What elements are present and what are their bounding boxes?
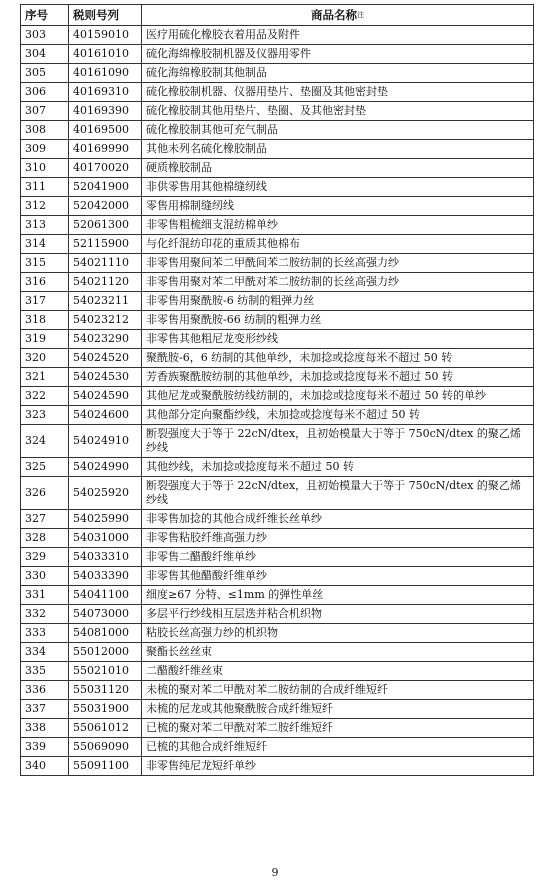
table-row xyxy=(21,178,534,197)
header-code: 税则号列 xyxy=(69,5,142,26)
row-code: 54073000 xyxy=(69,605,142,624)
table-row xyxy=(21,216,534,235)
row-code: 54024600 xyxy=(69,406,142,425)
row-name: 与化纤混纺印花的重质其他棉布 xyxy=(142,235,534,254)
row-code: 40170020 xyxy=(69,159,142,178)
table-row xyxy=(21,349,534,368)
row-seq: 314 xyxy=(21,235,69,254)
row-seq: 315 xyxy=(21,254,69,273)
row-code: 54023290 xyxy=(69,330,142,349)
row-seq: 331 xyxy=(21,586,69,605)
row-code: 54025990 xyxy=(69,510,142,529)
row-seq: 309 xyxy=(21,140,69,159)
row-seq: 329 xyxy=(21,548,69,567)
row-seq: 313 xyxy=(21,216,69,235)
row-name: 硫化海绵橡胶制其他制品 xyxy=(142,64,534,83)
row-seq: 328 xyxy=(21,529,69,548)
row-seq: 327 xyxy=(21,510,69,529)
row-name: 医疗用硫化橡胶衣着用品及附件 xyxy=(142,26,534,45)
row-seq: 336 xyxy=(21,681,69,700)
table-row xyxy=(21,548,534,567)
table-row xyxy=(21,83,534,102)
row-name: 硫化橡胶制其他可充气制品 xyxy=(142,121,534,140)
table-header-row xyxy=(21,5,534,26)
row-seq: 307 xyxy=(21,102,69,121)
table-row xyxy=(21,406,534,425)
row-code: 40169500 xyxy=(69,121,142,140)
row-code: 54033310 xyxy=(69,548,142,567)
table-row xyxy=(21,700,534,719)
table-row xyxy=(21,330,534,349)
row-seq: 317 xyxy=(21,292,69,311)
row-seq: 311 xyxy=(21,178,69,197)
row-name: 未梳的聚对苯二甲酰对苯二胺纺制的合成纤维短纤 xyxy=(142,681,534,700)
page-number: 9 xyxy=(271,866,279,879)
row-code: 40169310 xyxy=(69,83,142,102)
row-name: 已梳的聚对苯二甲酰对苯二胺纤维短纤 xyxy=(142,719,534,738)
row-code: 54025920 xyxy=(69,477,142,510)
row-code: 55069090 xyxy=(69,738,142,757)
table-row xyxy=(21,662,534,681)
row-code: 54024590 xyxy=(69,387,142,406)
row-code: 52061300 xyxy=(69,216,142,235)
tariff-table xyxy=(20,4,534,776)
row-seq: 338 xyxy=(21,719,69,738)
row-code: 54024530 xyxy=(69,368,142,387)
table-row xyxy=(21,64,534,83)
row-code: 55012000 xyxy=(69,643,142,662)
row-code: 54031000 xyxy=(69,529,142,548)
row-code: 54041100 xyxy=(69,586,142,605)
row-seq: 322 xyxy=(21,387,69,406)
row-code: 54081000 xyxy=(69,624,142,643)
table-row xyxy=(21,643,534,662)
header-name xyxy=(142,5,534,26)
row-code: 52041900 xyxy=(69,178,142,197)
row-name: 细度≥67 分特、≤1mm 的弹性单丝 xyxy=(142,586,534,605)
row-seq: 308 xyxy=(21,121,69,140)
row-seq: 330 xyxy=(21,567,69,586)
row-name: 断裂强度大于等于 22cN/dtex，且初始模量大于等于 750cN/dtex 的聚乙烯纱线 xyxy=(142,425,534,458)
row-name: 芳香族聚酰胺纺制的其他单纱，未加捻或捻度每米不超过 50 转 xyxy=(142,368,534,387)
table-row xyxy=(21,102,534,121)
row-seq: 305 xyxy=(21,64,69,83)
row-name: 多层平行纱线相互层迭并粘合机织物 xyxy=(142,605,534,624)
row-name: 聚酯长丝丝束 xyxy=(142,643,534,662)
row-name: 零售用棉制缝纫线 xyxy=(142,197,534,216)
row-name: 二醋酸纤维丝束 xyxy=(142,662,534,681)
row-code: 55061012 xyxy=(69,719,142,738)
row-name: 非零售二醋酸纤维单纱 xyxy=(142,548,534,567)
row-name: 硬质橡胶制品 xyxy=(142,159,534,178)
table-row xyxy=(21,140,534,159)
row-seq: 310 xyxy=(21,159,69,178)
table-row xyxy=(21,681,534,700)
row-name: 硫化橡胶制机器、仪器用垫片、垫圈及其他密封垫 xyxy=(142,83,534,102)
row-name: 硫化橡胶制其他用垫片、垫圈、及其他密封垫 xyxy=(142,102,534,121)
row-code: 40161010 xyxy=(69,45,142,64)
row-seq: 335 xyxy=(21,662,69,681)
row-seq: 318 xyxy=(21,311,69,330)
row-name: 硫化海绵橡胶制机器及仪器用零件 xyxy=(142,45,534,64)
row-seq: 334 xyxy=(21,643,69,662)
table-row xyxy=(21,26,534,45)
table-row xyxy=(21,586,534,605)
row-name: 非零售纯尼龙短纤单纱 xyxy=(142,757,534,776)
row-seq: 323 xyxy=(21,406,69,425)
table-row xyxy=(21,197,534,216)
table-row xyxy=(21,235,534,254)
row-name: 非零售用聚酰胺-6 纺制的粗弹力丝 xyxy=(142,292,534,311)
row-code: 54024990 xyxy=(69,458,142,477)
row-code: 40169390 xyxy=(69,102,142,121)
table-row xyxy=(21,510,534,529)
row-seq: 319 xyxy=(21,330,69,349)
row-code: 40159010 xyxy=(69,26,142,45)
row-name: 粘胶长丝高强力纱的机织物 xyxy=(142,624,534,643)
row-seq: 332 xyxy=(21,605,69,624)
table-row xyxy=(21,387,534,406)
row-code: 54024910 xyxy=(69,425,142,458)
header-note-mark: 注 xyxy=(357,11,364,19)
table-row xyxy=(21,738,534,757)
row-code: 55091100 xyxy=(69,757,142,776)
table-row xyxy=(21,121,534,140)
row-name: 其他部分定向聚酯纱线，未加捻或捻度每米不超过 50 转 xyxy=(142,406,534,425)
row-code: 52042000 xyxy=(69,197,142,216)
row-seq: 316 xyxy=(21,273,69,292)
table-row xyxy=(21,425,534,458)
row-name: 聚酰胺-6，6 纺制的其他单纱，未加捻或捻度每米不超过 50 转 xyxy=(142,349,534,368)
table-row xyxy=(21,605,534,624)
table-row xyxy=(21,477,534,510)
row-name: 非零售粗梳细支混纺棉单纱 xyxy=(142,216,534,235)
row-seq: 333 xyxy=(21,624,69,643)
row-seq: 320 xyxy=(21,349,69,368)
row-seq: 304 xyxy=(21,45,69,64)
row-code: 54021120 xyxy=(69,273,142,292)
row-name: 非零售其他粗尼龙变形纱线 xyxy=(142,330,534,349)
row-name: 其他未列名硫化橡胶制品 xyxy=(142,140,534,159)
row-seq: 325 xyxy=(21,458,69,477)
table-row xyxy=(21,254,534,273)
row-code: 54023212 xyxy=(69,311,142,330)
row-seq: 312 xyxy=(21,197,69,216)
row-seq: 321 xyxy=(21,368,69,387)
row-code: 52115900 xyxy=(69,235,142,254)
row-name: 其他纱线，未加捻或捻度每米不超过 50 转 xyxy=(142,458,534,477)
row-seq: 303 xyxy=(21,26,69,45)
header-seq: 序号 xyxy=(21,5,69,26)
row-name: 非零售用聚对苯二甲酰对苯二胺纺制的长丝高强力纱 xyxy=(142,273,534,292)
row-name: 非零售用聚酰胺-66 纺制的粗弹力丝 xyxy=(142,311,534,330)
row-code: 55021010 xyxy=(69,662,142,681)
row-name: 非零售粘胶纤维高强力纱 xyxy=(142,529,534,548)
row-name: 未梳的尼龙或其他聚酰胺合成纤维短纤 xyxy=(142,700,534,719)
row-name: 非零售加捻的其他合成纤维长丝单纱 xyxy=(142,510,534,529)
row-name: 非供零售用其他棉缝纫线 xyxy=(142,178,534,197)
table-row xyxy=(21,45,534,64)
row-code: 54024520 xyxy=(69,349,142,368)
row-seq: 337 xyxy=(21,700,69,719)
row-seq: 326 xyxy=(21,477,69,510)
row-code: 40169990 xyxy=(69,140,142,159)
row-code: 54021110 xyxy=(69,254,142,273)
row-name: 断裂强度大于等于 22cN/dtex，且初始模量大于等于 750cN/dtex 的聚乙烯纱线 xyxy=(142,477,534,510)
row-name: 非零售用聚间苯二甲酰间苯二胺纺制的长丝高强力纱 xyxy=(142,254,534,273)
row-seq: 306 xyxy=(21,83,69,102)
table-row xyxy=(21,529,534,548)
table-row xyxy=(21,567,534,586)
table-row xyxy=(21,159,534,178)
table-row xyxy=(21,368,534,387)
table-row xyxy=(21,311,534,330)
table-row xyxy=(21,624,534,643)
header-name-text: 商品名称 xyxy=(311,8,357,22)
row-code: 55031120 xyxy=(69,681,142,700)
row-code: 40161090 xyxy=(69,64,142,83)
table-row xyxy=(21,458,534,477)
row-code: 54033390 xyxy=(69,567,142,586)
row-seq: 340 xyxy=(21,757,69,776)
row-name: 其他尼龙或聚酰胺纺线纺制的，未加捻或捻度每米不超过 50 转的单纱 xyxy=(142,387,534,406)
row-code: 54023211 xyxy=(69,292,142,311)
row-seq: 339 xyxy=(21,738,69,757)
row-name: 已梳的其他合成纤维短纤 xyxy=(142,738,534,757)
table-row xyxy=(21,273,534,292)
table-row xyxy=(21,719,534,738)
row-code: 55031900 xyxy=(69,700,142,719)
row-seq: 324 xyxy=(21,425,69,458)
table-row xyxy=(21,757,534,776)
table-row xyxy=(21,292,534,311)
row-name: 非零售其他醋酸纤维单纱 xyxy=(142,567,534,586)
